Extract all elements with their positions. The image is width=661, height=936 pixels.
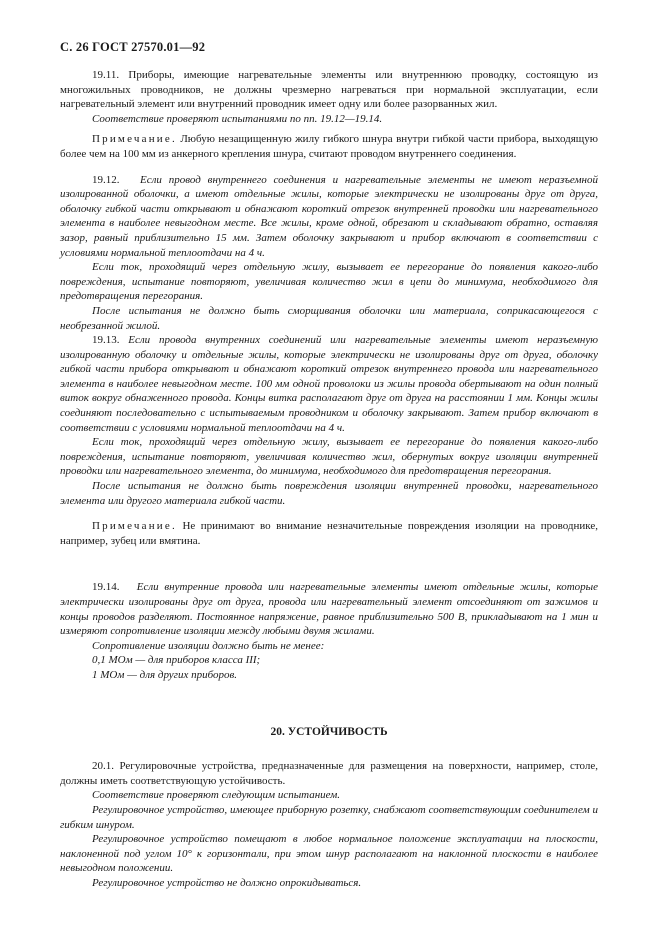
note-2 [60,519,598,548]
clause-number: 19.13. [92,334,120,347]
clause-number: 19.14. [92,581,120,594]
paragraph-19-14 [60,580,598,638]
paragraph-19-11 [60,68,598,112]
paragraph-19-12-c: После испытания не должно быть сморщивания оболочки или материала, соприкасающегося с необрезанной жилой. [60,304,598,332]
paragraph-20-1-c: Регулировочное устройство помещают в любое нормальное положение эксплуатации на плоскости, наклоненной под углом 10° к горизонтали, при этом шнур располагают на наклонной плоскости в наиболее невыгодном положении. [60,833,598,875]
paragraph-19-13 [60,333,598,435]
clause-number: 19.11. [92,69,120,81]
paragraph-19-12 [60,173,598,261]
paragraph-19-14-d: 1 МОм — для других приборов. [92,668,238,681]
paragraph-19-13-c: После испытания не должно быть повреждения изоляции внутренней проводки, нагревательного элемента или другого материала гибкой части. [60,480,598,507]
clause-number: 19.12. [92,173,120,186]
page-content [60,68,598,891]
clause-text: Если провода внутренних соединений или нагревательные элементы имеют неразъемную изолированную оболочку и отдельные жилы, которые электрически не изолированы друг от друга, оболочку гибкой части прибора открывают и обнажают короткий отрезок внутреннего провода или нагревательного элемента в наиболее невыгодном месте. 100 мм одной проволоки из жилы провода обертывают на один полный виток вокруг обнаженного провода. Концы витка располагают друг от друга на расстоянии 1 мм. Концы жилы соединяют последовательно с испытываемым проводником и оболочку закрывают. Затем прибор включают в соответствии с условиями нормальной теплоотдачи на 4 ч. [60,334,599,434]
paragraph-20-1-check: Соответствие проверяют следующим испытанием. [92,789,341,802]
paragraph-20-1: 20.1. Регулировочные устройства, предназначенные для размещения на поверхности, например, столе, должны иметь соответствующую устойчивость. [60,760,598,787]
paragraph-20-1-d: Регулировочное устройство не должно опрокидываться. [92,876,362,889]
note-text: Не принимают во внимание незначительные повреждения изоляции на проводнике, например, зубец или вмятина. [60,520,598,547]
clause-text: Если внутренние провода или нагревательные элементы имеют отдельные жилы, которые электрически изолированы друг от друга, провода или нагревательный элемент отсоединяют от зажимов и концы проводов разделяют. Постоянное напряжение, равное приблизительно 500 В, прикладывают на 1 мин и измеряют сопротивление изоляции между любыми двумя жилами. [60,581,599,638]
section-title: 20. УСТОЙЧИВОСТЬ [270,725,388,738]
clause-text: Приборы, имеющие нагревательные элементы или внутреннюю проводку, состоящую из многожильных проводников, не должны чрезмерно нагреваться при нормальной эксплуатации, если нагревательный элемент или внутренний проводник имеет одну или более разорванных жил. [60,69,599,111]
note-label: Примечание. [92,520,177,533]
clause-text: Если провод внутреннего соединения и нагревательные элементы не имеют неразъемной изолированной оболочки, а имеют отдельные жилы, которые электрически не изолированы друг от друга, оболочку гибкой части открывают и обнажают короткий отрезок внутренней проводки или нагревательного элемента в наиболее невыгодном месте. Все жилы, кроме одной, обрезают и складывают обратно, оставляя зазор, равный приблизительно 15 мм. Затем оболочку закрывают и прибор включают в соответствии с условиями нормальной теплоотдачи на 4 ч. [60,173,598,259]
paragraph-19-14-b: Сопротивление изоляции должно быть не менее: [92,639,325,652]
paragraph-19-13-b: Если ток, проходящий через отдельную жилу, вызывает ее перегорание до появления какого-либо повреждения, испытание повторяют, увеличивая количество жил, обернутых вокруг изоляции внутренней проводки или нагревательного элемента, до минимума, необходимого для предотвращения перегорания. [60,436,598,478]
note-text: Любую незащищенную жилу гибкого шнура внутри гибкой части прибора, выходящую более чем на 100 мм из анкерного крепления шнура, считают проводом внутреннего соединения. [60,133,598,160]
paragraph-19-14-c: 0,1 МОм — для приборов класса III; [92,654,261,667]
paragraph-19-11-check: Соответствие проверяют испытаниями по пп. 19.12—19.14. [92,112,383,125]
paragraph-19-12-b: Если ток, проходящий через отдельную жилу, вызывает ее перегорание до появления какого-либо повреждения, испытание повторяют, увеличивая количество жил в цепи до минимума, необходимого для предотвращения перегорания. [60,261,598,303]
page-header: С. 26 ГОСТ 27570.01—92 [60,40,206,54]
note-1 [60,132,598,161]
paragraph-20-1-b: Регулировочное устройство, имеющее приборную розетку, снабжают соответствующим соединителем и гибким шнуром. [60,803,598,831]
note-label: Примечание. [92,133,177,146]
